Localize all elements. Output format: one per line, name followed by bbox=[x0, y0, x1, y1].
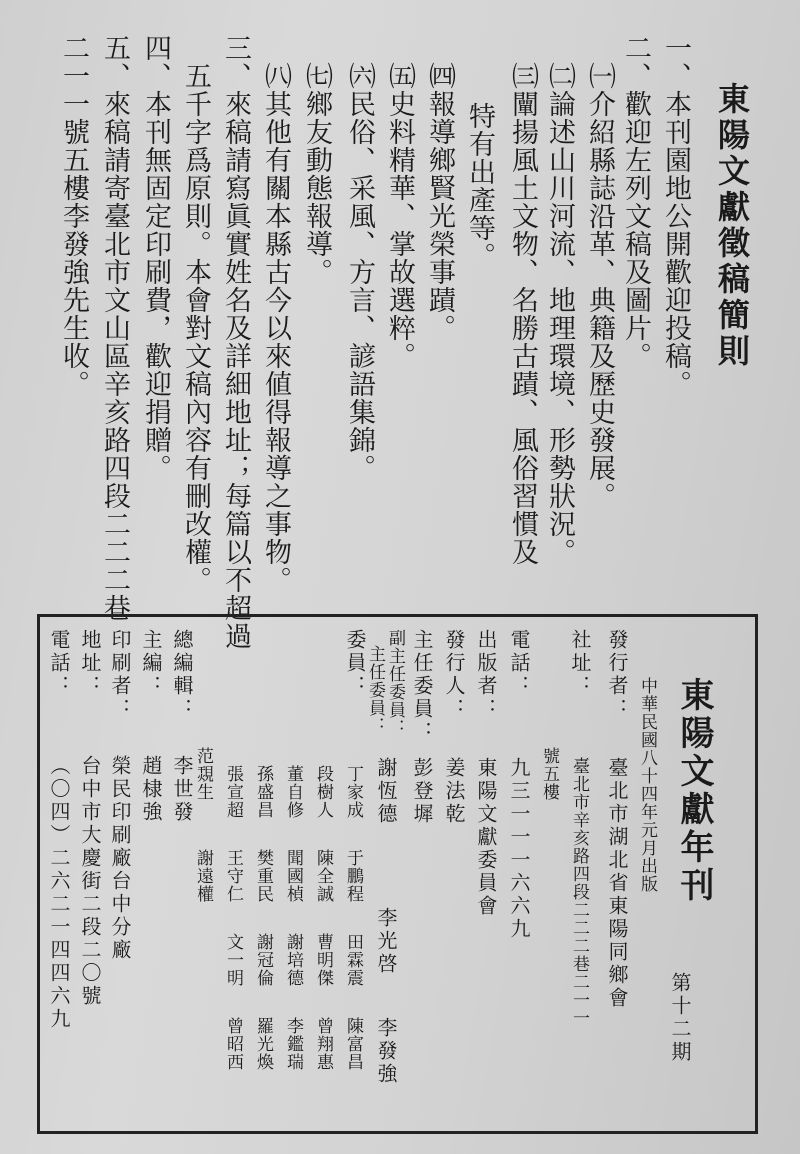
publication-date: 中華民國八十四年元月出版 bbox=[637, 677, 657, 893]
phone: 九三一一一六六九 bbox=[507, 757, 531, 941]
address-line-1: 臺北市辛亥路四段二二二巷二一一 bbox=[569, 757, 589, 1027]
issue-number: 第十二期 bbox=[668, 972, 692, 1064]
member: 羅光煥 bbox=[253, 1017, 273, 1071]
printer-address: 台中市大慶街二段二〇號 bbox=[78, 755, 102, 1008]
member: 聞國楨 bbox=[283, 849, 303, 903]
publisher: 臺北市湖北省東陽同鄉會 bbox=[605, 757, 629, 1010]
chief-committee: 彭登墀 bbox=[410, 757, 434, 826]
printer-label: 印刷者： bbox=[108, 629, 132, 721]
rule-5-cont: 二一一號五樓李發強先生收。 bbox=[58, 34, 89, 398]
member: 曹明傑 bbox=[313, 933, 333, 987]
issuer-person: 姜法乾 bbox=[442, 757, 466, 826]
rule-2-item-2: ㈡論述山川河流、地理環境、形勢狀況。 bbox=[544, 62, 575, 566]
vice-committee-label: 副主任委員： bbox=[385, 629, 405, 737]
phone-label: 電話： bbox=[507, 629, 531, 698]
rule-2-item-3: ㈢闡揚風土文物、名勝古蹟、風俗習慣及 bbox=[507, 62, 538, 566]
publisher-label: 發行者： bbox=[605, 629, 629, 721]
vice-committee-label-2: 主任委員： bbox=[365, 645, 385, 735]
chief-committee-label: 主任委員： bbox=[410, 629, 434, 744]
issuer: 東陽文獻委員會 bbox=[474, 757, 498, 918]
member: 于鵬程 bbox=[343, 849, 363, 903]
rule-3-cont: 五千字爲原則。本會對文稿內容有刪改權。 bbox=[180, 62, 211, 594]
member: 李鑑瑞 bbox=[283, 1017, 303, 1071]
member: 曾昭西 bbox=[223, 1017, 243, 1071]
rule-2-item-3-cont: 特有出產等。 bbox=[464, 102, 495, 270]
rule-3: 三、來稿請寫眞實姓名及詳細地址；每篇以不超過 bbox=[220, 34, 251, 650]
vice-committee-name-1: 謝恆德 bbox=[374, 757, 398, 826]
rule-4: 四、本刊無固定印刷費，歡迎捐贈。 bbox=[140, 34, 171, 482]
rule-2: 二、歡迎左列文稿及圖片。 bbox=[620, 34, 651, 370]
member: 謝培德 bbox=[283, 933, 303, 987]
member: 范覝生 bbox=[193, 747, 213, 801]
printer: 榮民印刷廠台中分廠 bbox=[108, 755, 132, 962]
member: 謝遠權 bbox=[193, 849, 213, 903]
address-line-2: 號五樓 bbox=[539, 747, 559, 801]
member: 文一明 bbox=[223, 933, 243, 987]
vice-committee-name-3: 李發強 bbox=[374, 1017, 398, 1086]
member: 段樹人 bbox=[313, 765, 333, 819]
printer-phone: （〇四）二六二一四四六九 bbox=[47, 755, 71, 1031]
printer-address-label: 地址： bbox=[78, 629, 102, 698]
vice-committee-name-2: 李光啓 bbox=[374, 907, 398, 976]
member: 董自修 bbox=[283, 765, 303, 819]
member: 丁家成 bbox=[343, 765, 363, 819]
member: 謝冠倫 bbox=[253, 933, 273, 987]
rule-2-item-4: ㈣報導鄉賢光榮事蹟。 bbox=[424, 62, 455, 342]
rule-5: 五、來稿請寄臺北市文山區辛亥路四段二二二巷 bbox=[99, 34, 130, 622]
member: 曾翔惠 bbox=[313, 1017, 333, 1071]
chief-editor-label: 主編： bbox=[139, 629, 163, 698]
printer-phone-label: 電話： bbox=[47, 629, 71, 698]
member: 孫盛昌 bbox=[253, 765, 273, 819]
general-editor-label: 總編輯： bbox=[170, 629, 194, 721]
rule-2-item-6: ㈥民俗、采風、方言、諺語集錦。 bbox=[344, 62, 375, 482]
member: 陳富昌 bbox=[343, 1017, 363, 1071]
publication-info-box bbox=[37, 614, 758, 1134]
rule-1: 一、本刊園地公開歡迎投稿。 bbox=[660, 34, 691, 398]
member: 陳全誠 bbox=[313, 849, 333, 903]
annual-title: 東陽文獻年刊 bbox=[674, 677, 714, 905]
member: 張宣超 bbox=[223, 765, 243, 819]
call-for-papers-title: 東陽文獻徵稿簡則 bbox=[713, 82, 751, 370]
issuer-label: 出版者： bbox=[474, 629, 498, 721]
rule-2-item-1: ㈠介紹縣誌沿革、典籍及歷史發展。 bbox=[584, 62, 615, 510]
rule-2-item-5: ㈤史料精華、掌故選粹。 bbox=[384, 62, 415, 370]
member: 王守仁 bbox=[223, 849, 243, 903]
rule-2-item-7: ㈦鄉友動態報導。 bbox=[301, 62, 332, 286]
issuer-person-label: 發行人： bbox=[442, 629, 466, 721]
address-label: 社址： bbox=[568, 629, 592, 698]
committee-members-label: 委員： bbox=[343, 629, 367, 698]
member: 樊重民 bbox=[253, 849, 273, 903]
member: 田霖震 bbox=[343, 933, 363, 987]
chief-editor: 趙棣強 bbox=[139, 755, 163, 824]
general-editor: 李世發 bbox=[170, 755, 194, 824]
rule-2-item-8: ㈧其他有關本縣古今以來値得報導之事物。 bbox=[260, 62, 291, 594]
